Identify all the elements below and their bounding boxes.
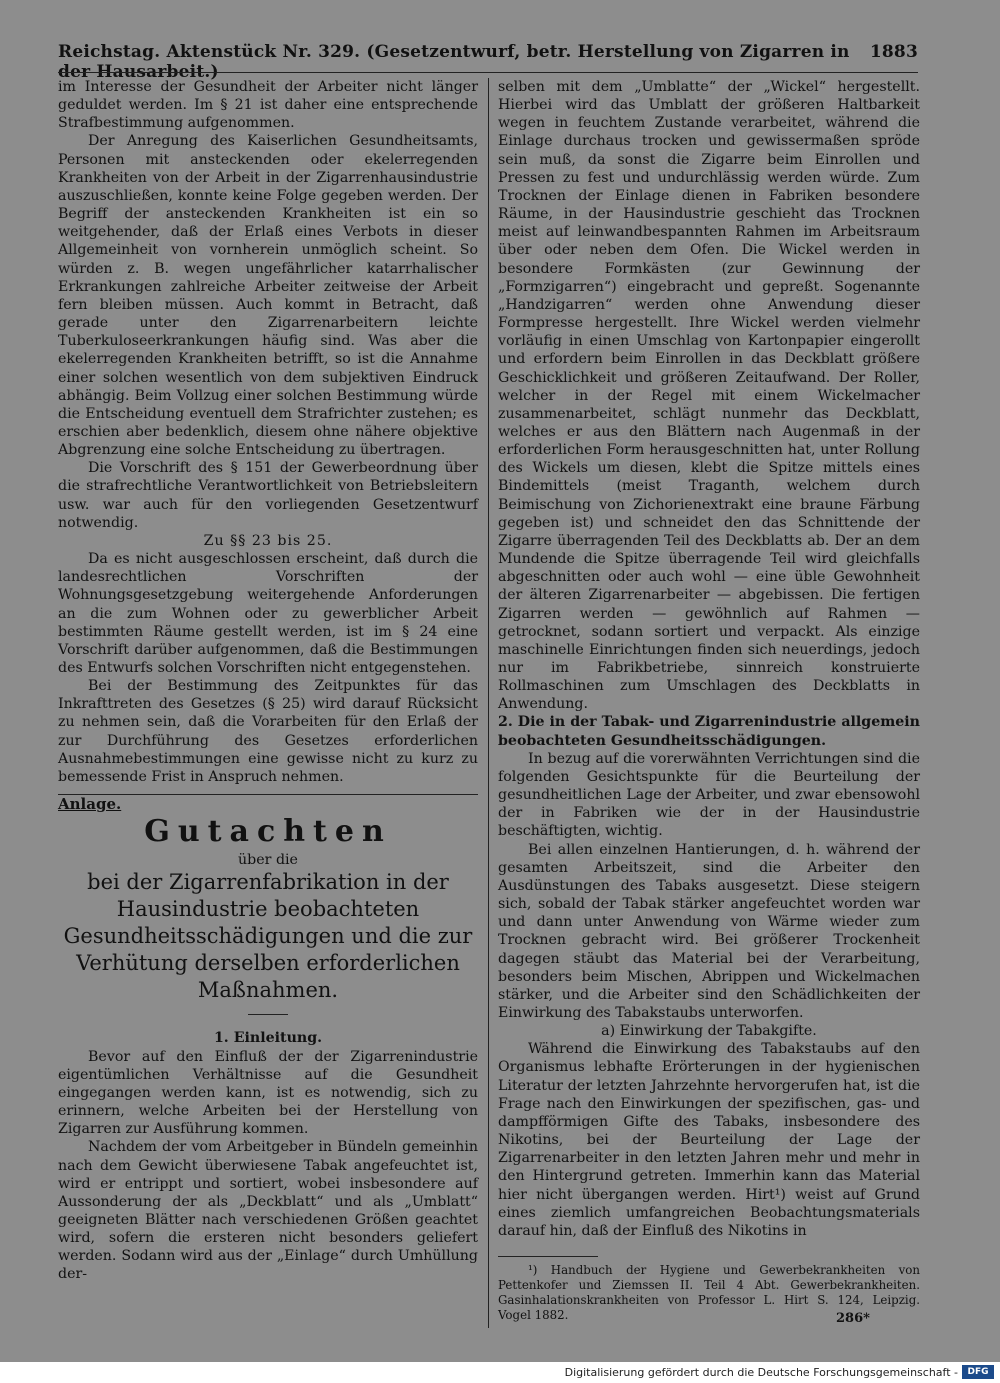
dfg-logo-icon[interactable]: DFG xyxy=(962,1365,994,1379)
header-page-number: 1883 xyxy=(869,42,918,62)
right-column xyxy=(498,78,920,1323)
section-2-heading: 2. Die in der Tabak- und Zigarrenindustrie allgemein beobachteten Gesundheitsschädigungen. xyxy=(498,714,920,749)
paragraph: Bei der Bestimmung des Zeitpunktes für das Inkrafttreten des Gesetzes (§ 25) wird darauf Rücksicht zu nehmen sein, daß die Vorarbeiten für den Erlaß der zur Durchführung des Gesetzes erforderlichen Ausnahmebestimmungen eine gewisse nicht zu kurz zu bemessende Frist in Anspruch nehmen. xyxy=(58,678,478,785)
ueber-die-text: über die xyxy=(238,852,298,869)
page-mark: 286* xyxy=(836,1311,870,1326)
paragraph: Während die Einwirkung des Tabakstaubs auf den Organismus lebhafte Erörterungen in der hygienischen Literatur der letzten Jahrzehnte hervorgerufen hat, ist die Frage nach den Einwirkungen der spezifischen, gas- und dampfförmigen Gifte des Tabaks, insbesondere des Nikotins, bei der Beurteilung der Lage der Zigarrenarbeiter in den letzten Jahren mehr und mehr in den Hintergrund getreten. Immerhin kann das Material hier nicht übergangen werden. Hirt¹) weist auf Grund eines ziemlich umfangreichen Beobachtungsmaterials darauf hin, daß der Einfluß des Nikotins in xyxy=(498,1041,920,1239)
footer-credit: Digitalisierung gefördert durch die Deutsche Forschungsgemeinschaft - xyxy=(564,1366,958,1379)
subsection-a-heading: a) Einwirkung der Tabakgifte. xyxy=(601,1023,817,1040)
paragraph: Der Anregung des Kaiserlichen Gesundheitsamts, Personen mit ansteckenden oder ekelerregenden Krankheiten von der Arbeit in der Zigarrenhausindustrie auszuschließen, konnte keine Folge gegeben werden. Der Begriff der ansteckenden Krankheiten ist ein so weitgehender, daß der Erlaß eines Verbots in dieser Allgemeinheit von vornherein unmöglich scheint. So würden z. B. wegen ungefährlicher katarrhalischer Erkrankungen zahlreiche Arbeiter zeitweise der Arbeit fern bleiben müssen. Auch kommt in Betracht, daß gerade unter den Zigarrenarbeitern leichte Tuberkuloseerkrankungen häufig sind. Was aber die ekelerregenden Krankheiten betrifft, so ist die Annahme einer solchen wesentlich von dem subjektiven Eindruck abhängig. Beim Vollzug einer solchen Bestimmung würde die Entscheidung eventuell dem Strafrichter zustehen; es erschien aber bedenklich, diesem ohne nähere objektive Abgrenzung eine solche Entscheidung zu übertragen. xyxy=(58,133,478,459)
running-header xyxy=(58,42,918,82)
paragraph: selben mit dem „Umblatte“ der „Wickel“ hergestellt. Hierbei wird das Umblatt der größeren Haltbarkeit wegen in feuchtem Zustande verarbeitet, während die Einlage durchaus trocken und gewissermaßen spröde sein muß, da sonst die Zigarre beim Einrollen und Pressen zu fest und undurchlässig werden würde. Zum Trocknen der Einlage dienen in Fabriken besondere Räume, in der Hausindustrie geschieht das Trocknen meist auf leinwandbespannten Rahmen im Arbeitsraum über oder neben dem Ofen. Die Wickel werden in besondere Formkästen (zur Gewinnung der „Formzigarren“) eingebracht und gepreßt. Sogenannte „Handzigarren“ werden ohne Anwendung dieser Formpresse hergestellt. Ihre Wickel werden vielmehr vorläufig in einen Umschlag von Kartonpapier eingerollt und erfordern beim Einrollen in das Deckblatt größere Geschicklichkeit und größeren Zeitaufwand. Der Roller, welcher in der Regel mit einem Wickelmacher zusammenarbeitet, schlägt nunmehr das Deckblatt, welches er aus den Blättern nach Augenmaß in der erforderlichen Form herausgeschnitten hat, unter Rollung des Wickels um diesen, klebt die Spitze mittels eines Bindemittels (meist Traganth, welchem durch Beimischung von Zichorienextrakt eine braune Färbung gegeben ist) und schneidet den das Schnittende der Zigarre überragenden Teil des Deckblatts ab. Der an dem Mundende die Spitze überragende Teil wird gleichfalls abgeschnitten oder auch wohl — eine üble Gewohnheit der älteren Zigarrenarbeiter — abgebissen. Die fertigen Zigarren werden — gewöhnlich auf Rahmen — getrocknet, sodann sortiert und verpackt. Als einzige maschinelle Einrichtungen finden sich neuerdings, jedoch nur im Fabrikbetriebe, sinnreich konstruierte Rollmaschinen zum Umschlagen des Deckblatts in Anwendung. xyxy=(498,79,920,713)
anlage-label: Anlage. xyxy=(58,795,122,814)
title-rule xyxy=(248,1014,288,1015)
gutachten-title: Gutachten xyxy=(144,814,392,850)
left-column xyxy=(58,78,478,1284)
paragraph: Bei allen einzelnen Hantierungen, d. h. während der gesamten Arbeitszeit, sind die Arbeiter den Ausdünstungen des Tabaks ausgesetzt. Diese steigern sich, sobald der Tabak stärker angefeuchtet worden war und dann unter Anwendung von Wärme wieder zum Trocknen gebracht wird. Bei größerer Trockenheit dagegen stäubt das Material bei der Verarbeitung, besonders beim Mischen, Abrippen und Wickelmachen stärker, und die Arbeiter sind den Schädlichkeiten der Einwirkung des Tabakstaubs unterworfen. xyxy=(498,841,920,1021)
footnote: ¹) Handbuch der Hygiene und Gewerbekrankheiten von Pettenkofer und Ziemssen II. Teil 4 Abt. Gewerbekrankheiten. Gasinhalationskrankheiten von Professor L. Hirt S. 124, Leipzig. Vogel 1882. xyxy=(498,1263,920,1322)
column-divider xyxy=(488,78,489,1328)
paragraph: Da es nicht ausgeschlossen erscheint, daß durch die landesrechtlichen Vorschriften der Wohnungsgesetzgebung weitergehende Anforderungen an die zum Wohnen oder zu gewerblicher Arbeit bestimmten Räume gestellt werden, ist im § 24 eine Vorschrift darüber aufgenommen, daß die Bestimmungen des Entwurfs solchen Vorschriften nicht entgegenstehen. xyxy=(58,551,478,676)
paragraph: Die Vorschrift des § 151 der Gewerbeordnung über die strafrechtliche Verantwortlichkeit von Betriebsleitern usw. war auch für den vorliegenden Gesetzentwurf notwendig. xyxy=(58,460,478,531)
footnote-rule xyxy=(498,1256,598,1257)
report-title: bei der Zigarrenfabrikation in der Hausindustrie beobachteten Gesundheitsschädigungen und die zur Verhütung derselben erforderlichen Maßnahmen. xyxy=(63,870,473,1003)
section-heading-23-25: Zu §§ 23 bis 25. xyxy=(203,532,333,549)
header-rule xyxy=(58,72,918,73)
paragraph: Nachdem der vom Arbeitgeber in Bündeln gemeinhin nach dem Gewicht überwiesene Tabak angefeuchtet ist, wird er entrippt und sortiert, wobei insbesondere auf Aussonderung der als „Deckblatt“ und als „Umblatt“ geeigneten Blätter nach verschiedenen Größen geachtet wird, sofern die ersteren nicht besonders geliefert werden. Sodann wird aus der „Einlage“ durch Umhüllung der- xyxy=(58,1139,478,1283)
paragraph: In bezug auf die vorerwähnten Verrichtungen sind die folgenden Gesichtspunkte für die Beurteilung der gesundheitlichen Lage der Arbeiter, und zwar ebensowohl der in Fabriken wie der in der Hausindustrie beschäftigten, wichtig. xyxy=(498,750,920,840)
paragraph: im Interesse der Gesundheit der Arbeiter nicht länger geduldet werden. Im § 21 ist daher eine entsprechende Strafbestimmung aufgenommen. xyxy=(58,79,478,132)
section-1-heading: 1. Einleitung. xyxy=(213,1030,323,1047)
footer-bar xyxy=(0,1362,1000,1383)
header-title: Reichstag. Aktenstück Nr. 329. (Gesetzentwurf, betr. Herstellung von Zigarren in der Hausarbeit.) xyxy=(58,42,850,82)
paragraph: Bevor auf den Einfluß der der Zigarrenindustrie eigentümlichen Verhältnisse auf die Gesundheit eingegangen werden kann, ist es notwendig, sich zu erinnern, welche Arbeiten bei der Herstellung von Zigarren zur Ausführung kommen. xyxy=(58,1048,478,1138)
